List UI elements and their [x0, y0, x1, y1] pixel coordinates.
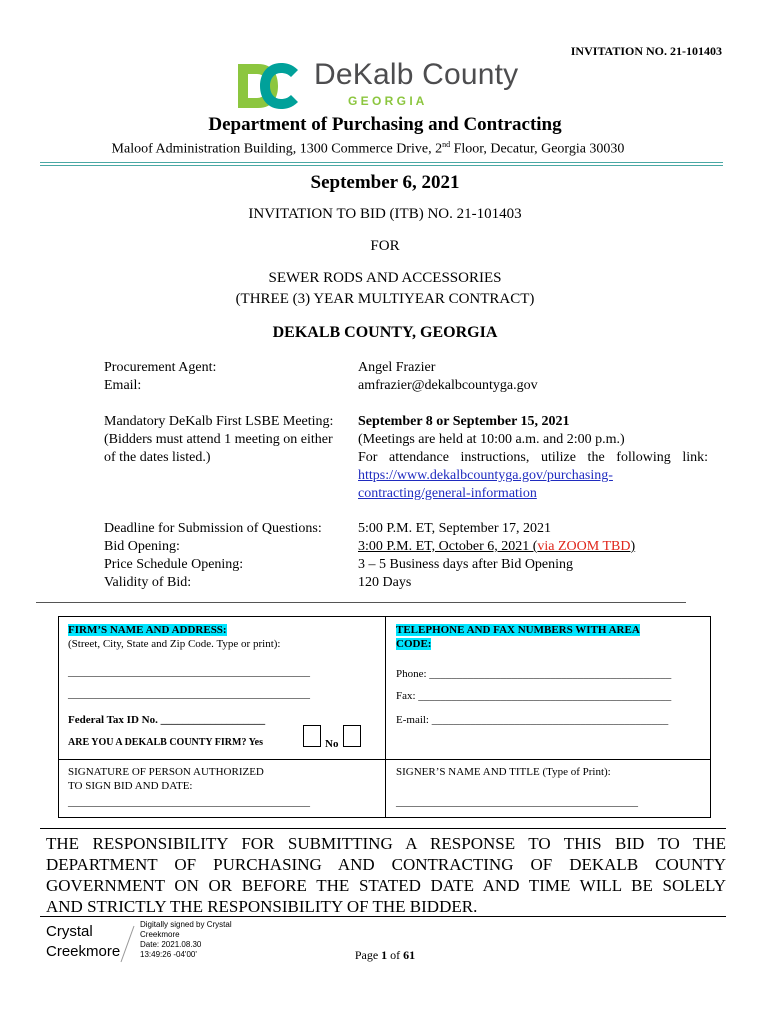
- responsibility-line-1: THE RESPONSIBILITY FOR SUBMITTING A RESPONSE TO THIS BID TO THE: [46, 834, 726, 853]
- meeting-label: Mandatory DeKalb First LSBE Meeting:: [104, 414, 334, 429]
- responsibility-line-4: AND STRICTLY THE RESPONSIBILITY OF THE BIDDER.: [46, 897, 478, 916]
- logo-state-name: G E O R G I A: [348, 94, 425, 108]
- page-footer: [0, 948, 770, 963]
- dekalb-firm-no-label: No: [325, 738, 339, 750]
- agent-label: Procurement Agent:: [104, 360, 217, 375]
- agent-value: Angel Frazier: [358, 360, 436, 375]
- department-address: [0, 140, 736, 158]
- signature-detail-4: 13:49:26 -04'00': [140, 950, 197, 959]
- signature-title-1: SIGNATURE OF PERSON AUTHORIZED: [68, 766, 264, 778]
- form-vertical-divider: [385, 617, 386, 817]
- logo-county-name: DeKalb County: [314, 58, 519, 91]
- statement-rule-top: [40, 828, 726, 829]
- bid-subject-line-1: SEWER RODS AND ACCESSORIES: [268, 270, 502, 286]
- purchasing-link-part-2[interactable]: contracting/general-information: [358, 486, 537, 501]
- opening-close: ): [630, 539, 636, 554]
- address-part-2: Floor, Decatur, Georgia 30030: [450, 141, 625, 157]
- phone-field[interactable]: Phone: ____________________________________________: [396, 668, 672, 680]
- dekalb-firm-no-checkbox[interactable]: [343, 725, 361, 747]
- header-rule-top: [40, 162, 723, 163]
- meeting-times: (Meetings are held at 10:00 a.m. and 2:00 p.m.): [358, 432, 625, 447]
- dekalb-logo: [236, 60, 526, 112]
- dekalb-firm-question: ARE YOU A DEKALB COUNTY FIRM? Yes: [68, 737, 264, 748]
- telephone-title: TELEPHONE AND FAX NUMBERS WITH AREA CODE:: [396, 624, 640, 650]
- signature-detail-2: Creekmore: [140, 930, 180, 939]
- form-horizontal-divider: [59, 759, 710, 760]
- invitation-number: INVITATION NO. 21-101403: [570, 44, 722, 58]
- firm-title: FIRM’S NAME AND ADDRESS:: [68, 624, 227, 636]
- page-of: of: [387, 948, 404, 962]
- federal-tax-id-field[interactable]: Federal Tax ID No. ___________________: [68, 714, 266, 726]
- email-label: Email:: [104, 378, 142, 393]
- page-current: 1: [381, 948, 388, 962]
- signature-detail-3: Date: 2021.08.30: [140, 940, 202, 949]
- meeting-note-1: (Bidders must attend 1 meeting on either: [104, 432, 333, 447]
- validity-label: Validity of Bid:: [104, 575, 192, 590]
- itb-number: INVITATION TO BID (ITB) NO. 21-101403: [248, 206, 522, 222]
- signer-title: SIGNER’S NAME AND TITLE (Type of Print):: [396, 766, 611, 778]
- questions-value: 5:00 P.M. ET, September 17, 2021: [358, 521, 552, 536]
- opening-value: [358, 538, 635, 556]
- responsibility-statement: [46, 833, 726, 917]
- firm-subtitle: (Street, City, State and Zip Code. Type or print):: [68, 638, 281, 650]
- responsibility-line-3: GOVERNMENT ON OR BEFORE THE STATED DATE AND TIME WILL BE SOLELY: [46, 876, 726, 895]
- price-label: Price Schedule Opening:: [104, 557, 244, 572]
- bidder-form: [58, 616, 711, 818]
- signature-field[interactable]: ____________________________________________: [68, 796, 310, 808]
- email-value: amfrazier@dekalbcountyga.gov: [358, 378, 538, 393]
- signature-title-2: TO SIGN BID AND DATE:: [68, 780, 193, 792]
- department-title: Department of Purchasing and Contracting: [208, 114, 562, 135]
- email-field[interactable]: E-mail: ___________________________________________: [396, 714, 669, 726]
- purchasing-link-part-1[interactable]: https://www.dekalbcountyga.gov/purchasing-: [358, 468, 613, 483]
- section-divider: [36, 602, 686, 603]
- address-superscript: nd: [442, 140, 451, 149]
- dekalb-firm-yes-checkbox[interactable]: [303, 725, 321, 747]
- validity-value: 120 Days: [358, 575, 412, 590]
- statement-rule-bottom: [40, 916, 726, 917]
- responsibility-line-2: DEPARTMENT OF PURCHASING AND CONTRACTING OF DEKALB COUNTY: [46, 855, 726, 874]
- county-state: DEKALB COUNTY, GEORGIA: [272, 324, 498, 341]
- signature-detail-1: Digitally signed by Crystal: [140, 920, 232, 929]
- meeting-instructions: For attendance instructions, utilize the following link:: [358, 450, 708, 465]
- for-label: FOR: [370, 238, 400, 254]
- signer-field[interactable]: ____________________________________________: [396, 796, 638, 808]
- opening-label: Bid Opening:: [104, 539, 180, 554]
- firm-address-field-2[interactable]: ____________________________________________: [68, 688, 310, 700]
- fax-field[interactable]: Fax: ______________________________________________: [396, 690, 672, 702]
- questions-label: Deadline for Submission of Questions:: [104, 521, 322, 536]
- bid-subject-line-2: (THREE (3) YEAR MULTIYEAR CONTRACT): [235, 291, 535, 307]
- price-value: 3 – 5 Business days after Bid Opening: [358, 557, 574, 572]
- page-total: 61: [403, 948, 416, 962]
- opening-time: 3:00 P.M. ET, October 6, 2021 (: [358, 539, 538, 554]
- bid-date: September 6, 2021: [310, 172, 460, 193]
- signature-last-name: Creekmore: [46, 943, 121, 960]
- header-rule-bottom: [40, 165, 723, 166]
- page-prefix: Page: [354, 948, 382, 962]
- opening-zoom: via ZOOM TBD: [537, 539, 631, 554]
- dc-logo-mark-icon: [236, 60, 300, 112]
- address-part-1: Maloof Administration Building, 1300 Commerce Drive, 2: [111, 141, 443, 157]
- signature-first-name: Crystal: [46, 923, 93, 940]
- meeting-note-2: of the dates listed.): [104, 450, 211, 465]
- meeting-dates: September 8 or September 15, 2021: [358, 414, 570, 429]
- firm-address-field-1[interactable]: ____________________________________________: [68, 666, 310, 678]
